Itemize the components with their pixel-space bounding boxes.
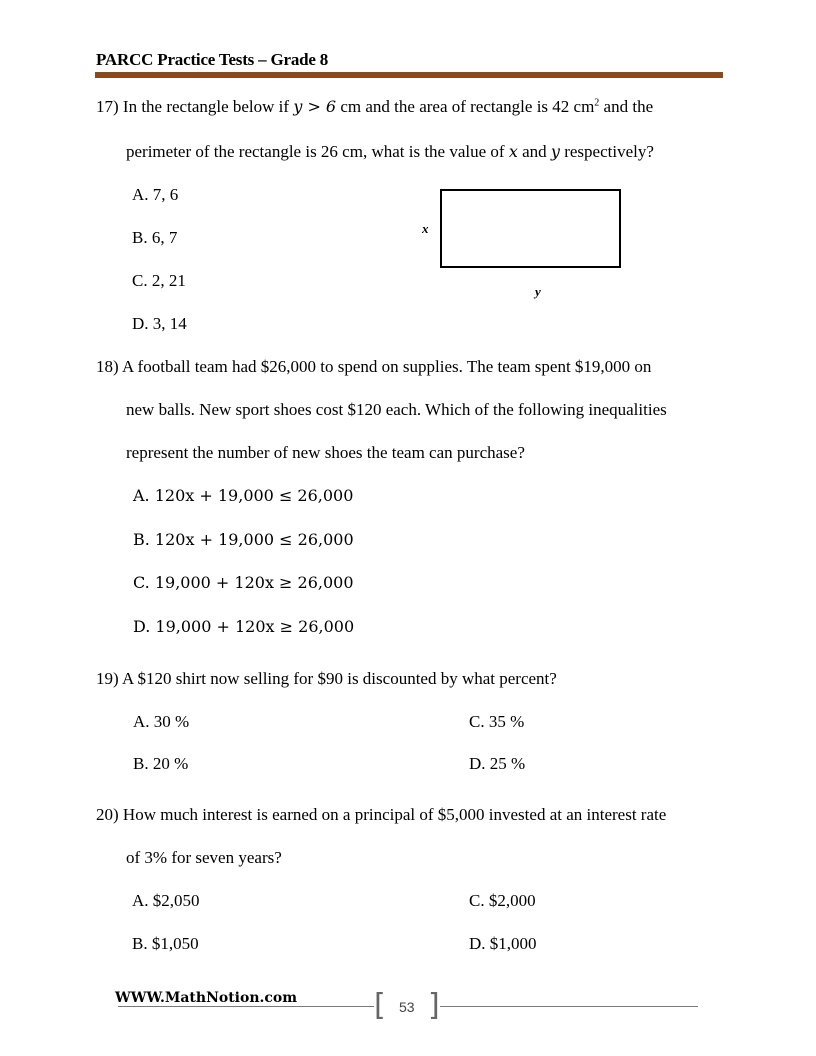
q17-choice-d: D. 3, 14 [132,314,187,333]
q20-choice-b: B. $1,050 [132,934,199,953]
rectangle-figure [440,189,621,268]
q17-text-b: cm and the area of rectangle is 42 cm [336,97,595,116]
q17-line2-c: respectively? [559,142,654,161]
q17-choice-a: A. 7, 6 [132,185,179,204]
q18-line2: new balls. New sport shoes cost $120 each. Which of the following inequalities [126,400,667,419]
q19-choice-a: A. 30 % [133,712,190,731]
header-rule [95,72,723,78]
q17-line1 [96,97,653,117]
q18-choice-c: C. 19,000 + 120x ≥ 26,000 [133,573,354,592]
q19-choice-c: C. 35 % [469,712,525,731]
q17-math-inequality: y > 6 [293,97,337,116]
rectangle-label-x: x [422,221,429,236]
q18-choice-a: A. 120x + 19,000 ≤ 26,000 [133,486,354,505]
q17-line2 [126,142,654,162]
footer-website: WWW.MathNotion.com [115,990,298,1006]
rectangle-label-y: y [535,284,541,299]
footer-rule-left [118,1006,374,1007]
q18-choice-d: D. 19,000 + 120x ≥ 26,000 [133,617,355,636]
q17-choice-b: B. 6, 7 [132,228,178,247]
q20-line1: 20) How much interest is earned on a principal of $5,000 invested at an interest rate [96,805,667,824]
q17-choice-c: C. 2, 21 [132,271,186,290]
q17-superscript: 2 [594,97,600,109]
q19-choice-b: B. 20 % [133,754,189,773]
footer-bracket-right: ] [428,988,440,1023]
q17-var-x: x [508,142,518,161]
q17-line2-b: and [517,142,551,161]
q18-choice-b: B. 120x + 19,000 ≤ 26,000 [133,530,354,549]
q18-line1: 18) A football team had $26,000 to spend on supplies. The team spent $19,000 on [96,357,652,376]
q20-choice-d: D. $1,000 [469,934,537,953]
footer-bracket-left: [ [374,988,386,1023]
q20-line2: of 3% for seven years? [126,848,282,867]
q20-choice-c: C. $2,000 [469,891,536,910]
q19-line1: 19) A $120 shirt now selling for $90 is discounted by what percent? [96,669,557,688]
q20-choice-a: A. $2,050 [132,891,200,910]
q17-text-a: 17) In the rectangle below if [96,97,294,116]
q17-var-y: y [550,142,560,161]
q17-line2-a: perimeter of the rectangle is 26 cm, what is the value of [126,142,509,161]
page-header-title: PARCC Practice Tests – Grade 8 [96,50,329,69]
footer-rule-right [440,1006,698,1007]
q17-text-c: and the [599,97,654,116]
q18-line3: represent the number of new shoes the team can purchase? [126,443,525,462]
q19-choice-d: D. 25 % [469,754,526,773]
page-number: 53 [399,999,415,1015]
